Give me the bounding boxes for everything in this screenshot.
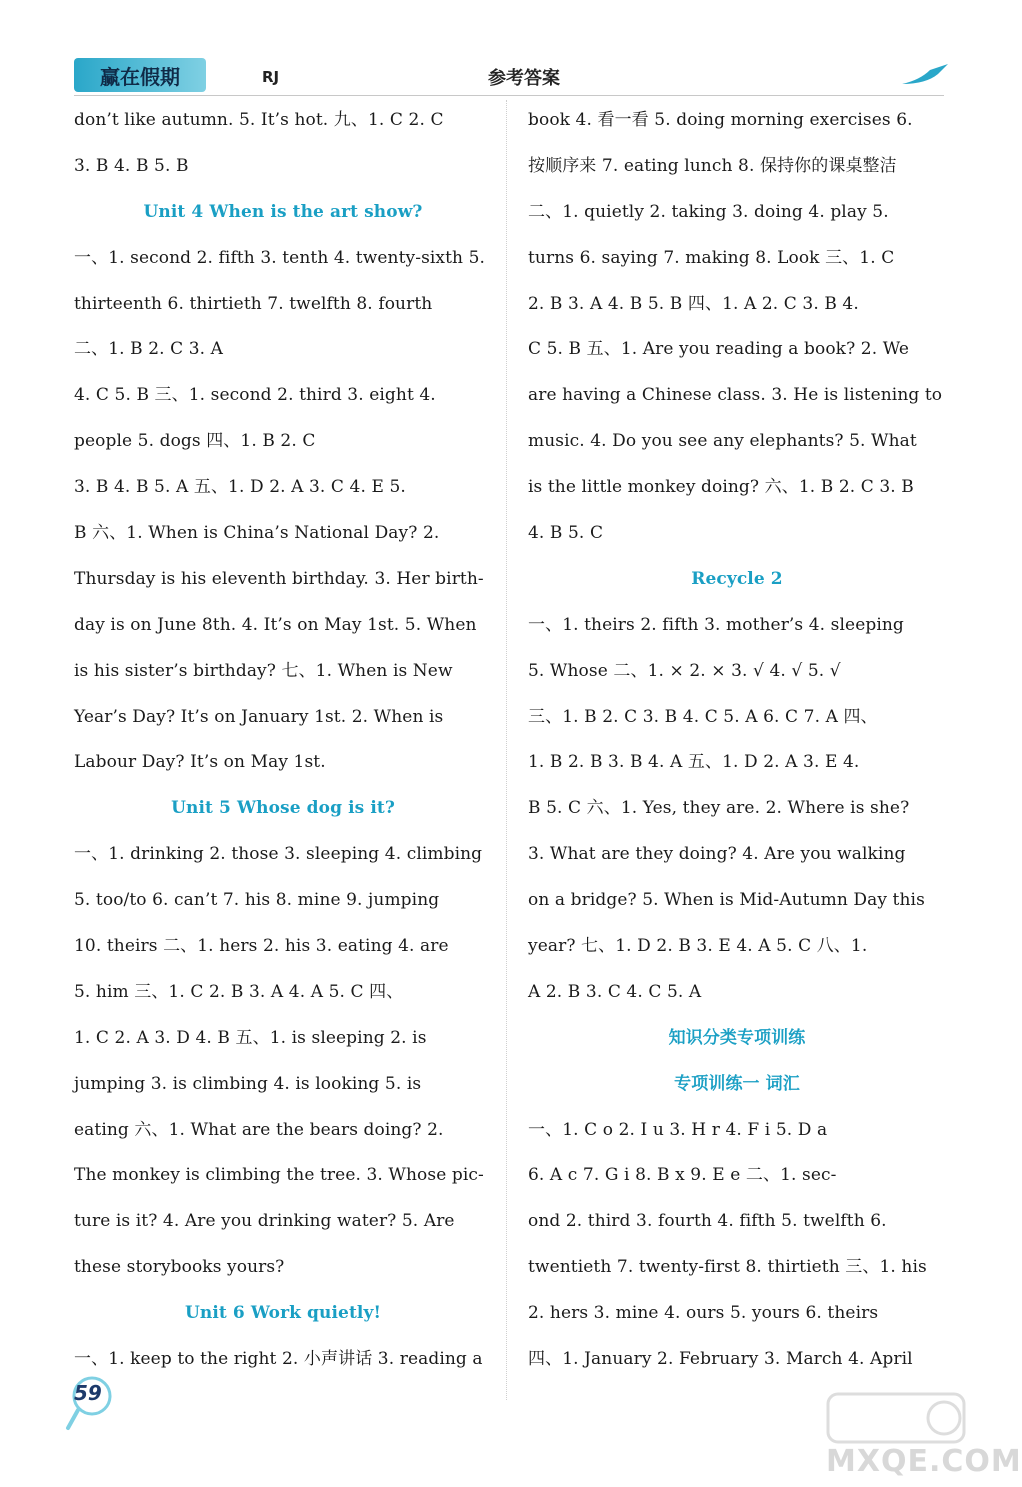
- right-section-heading: Recycle 2: [691, 568, 783, 589]
- edition-label: RJ: [262, 68, 280, 86]
- left-section-heading: Unit 5 Whose dog is it?: [171, 798, 395, 819]
- left-answer-line: thirteenth 6. thirtieth 7. twelfth 8. fourth: [74, 293, 433, 314]
- right-answer-line: 一、1. theirs 2. fifth 3. mother’s 4. sleeping: [528, 614, 904, 635]
- left-answer-line: Year’s Day? It’s on January 1st. 2. When is: [74, 706, 444, 727]
- left-answer-line: 5. too/to 6. can’t 7. his 8. mine 9. jumping: [74, 890, 440, 911]
- right-answer-line: year? 七、1. D 2. B 3. E 4. A 5. C 八、1.: [528, 936, 868, 957]
- left-answer-line: 一、1. second 2. fifth 3. tenth 4. twenty-sixth 5.: [74, 247, 486, 268]
- right-answer-line: 2. hers 3. mine 4. ours 5. yours 6. theirs: [528, 1303, 879, 1324]
- right-answer-line: music. 4. Do you see any elephants? 5. What: [528, 431, 917, 452]
- left-answer-line: B 六、1. When is China’s National Day? 2.: [74, 523, 440, 544]
- left-answer-line: 3. B 4. B 5. B: [74, 155, 189, 176]
- left-answer-line: 一、1. drinking 2. those 3. sleeping 4. climbing: [74, 844, 483, 865]
- right-answer-line: book 4. 看一看 5. doing morning exercises 6.: [528, 110, 913, 130]
- left-answer-line: these storybooks yours?: [74, 1257, 285, 1278]
- right-answer-line: 二、1. quietly 2. taking 3. doing 4. play 5.: [528, 201, 889, 222]
- page-title: 参考答案: [488, 68, 560, 89]
- right-answer-line: A 2. B 3. C 4. C 5. A: [528, 981, 702, 1002]
- right-column: [528, 98, 946, 1383]
- left-answer-line: eating 六、1. What are the bears doing? 2.: [74, 1119, 444, 1140]
- swoosh-icon: [900, 62, 950, 88]
- right-answer-line: is the little monkey doing? 六、1. B 2. C 3. B: [528, 477, 914, 498]
- right-answer-line: twentieth 7. twenty-first 8. thirtieth 三、1. his: [528, 1257, 927, 1278]
- column-divider: [506, 100, 507, 1400]
- right-answer-line: 按顺序来 7. eating lunch 8. 保持你的课桌整洁: [528, 155, 897, 176]
- left-answer-line: 3. B 4. B 5. A 五、1. D 2. A 3. C 4. E 5.: [74, 477, 406, 498]
- right-answer-line: 4. B 5. C: [528, 523, 604, 544]
- right-section-heading: 专项训练一 词汇: [674, 1073, 800, 1094]
- right-answer-line: turns 6. saying 7. making 8. Look 三、1. C: [528, 247, 895, 268]
- right-answer-line: on a bridge? 5. When is Mid-Autumn Day this: [528, 890, 925, 911]
- right-answer-line: ond 2. third 3. fourth 4. fifth 5. twelfth 6.: [528, 1211, 887, 1232]
- left-section-heading: Unit 4 When is the art show?: [143, 201, 423, 222]
- page-header: [0, 0, 1000, 100]
- left-answer-line: don’t like autumn. 5. It’s hot. 九、1. C 2. C: [74, 110, 444, 130]
- left-section-heading: Unit 6 Work quietly!: [184, 1303, 382, 1324]
- left-answer-line: jumping 3. is climbing 4. is looking 5. is: [74, 1073, 422, 1094]
- right-answer-line: 四、1. January 2. February 3. March 4. April: [528, 1349, 913, 1370]
- page-number: 59: [74, 1381, 102, 1405]
- right-answer-line: 5. Whose 二、1. × 2. × 3. √ 4. √ 5. √: [528, 660, 841, 681]
- right-answer-line: 6. A c 7. G i 8. B x 9. E e 二、1. sec-: [528, 1165, 837, 1186]
- left-answer-line: day is on June 8th. 4. It’s on May 1st. 5. When: [74, 614, 477, 635]
- right-answer-line: are having a Chinese class. 3. He is listening to: [528, 385, 943, 406]
- left-answer-line: is his sister’s birthday? 七、1. When is New: [74, 660, 453, 681]
- right-answer-line: 2. B 3. A 4. B 5. B 四、1. A 2. C 3. B 4.: [528, 293, 859, 314]
- watermark-text: MXQE.COM: [826, 1444, 1022, 1479]
- header-divider: [74, 95, 944, 96]
- left-answer-line: 5. him 三、1. C 2. B 3. A 4. A 5. C 四、: [74, 981, 404, 1002]
- right-answer-line: 1. B 2. B 3. B 4. A 五、1. D 2. A 3. E 4.: [528, 752, 860, 773]
- left-answer-line: 一、1. keep to the right 2. 小声讲话 3. reading a: [74, 1349, 483, 1370]
- left-answer-line: Thursday is his eleventh birthday. 3. Her birth-: [74, 568, 484, 589]
- left-answer-line: 二、1. B 2. C 3. A: [74, 339, 224, 360]
- left-answer-line: 4. C 5. B 三、1. second 2. third 3. eight 4.: [74, 385, 436, 406]
- left-answer-line: 10. theirs 二、1. hers 2. his 3. eating 4. are: [74, 936, 449, 957]
- watermark-logo-icon: [826, 1390, 966, 1446]
- right-section-heading: 知识分类专项训练: [668, 1027, 806, 1048]
- right-answer-line: 3. What are they doing? 4. Are you walking: [528, 844, 906, 865]
- right-answer-line: 三、1. B 2. C 3. B 4. C 5. A 6. C 7. A 四、: [528, 706, 878, 727]
- left-answer-line: 1. C 2. A 3. D 4. B 五、1. is sleeping 2. is: [74, 1027, 427, 1048]
- left-answer-line: ture is it? 4. Are you drinking water? 5. Are: [74, 1211, 455, 1232]
- left-answer-line: The monkey is climbing the tree. 3. Whose pic-: [74, 1165, 484, 1186]
- right-answer-line: 一、1. C o 2. I u 3. H r 4. F i 5. D a: [528, 1119, 828, 1140]
- book-logo: 赢在假期: [74, 58, 206, 92]
- left-column: [74, 98, 492, 1383]
- right-answer-line: C 5. B 五、1. Are you reading a book? 2. We: [528, 339, 910, 360]
- left-answer-line: people 5. dogs 四、1. B 2. C: [74, 431, 316, 452]
- left-answer-line: Labour Day? It’s on May 1st.: [74, 752, 326, 773]
- right-answer-line: B 5. C 六、1. Yes, they are. 2. Where is she?: [528, 798, 910, 819]
